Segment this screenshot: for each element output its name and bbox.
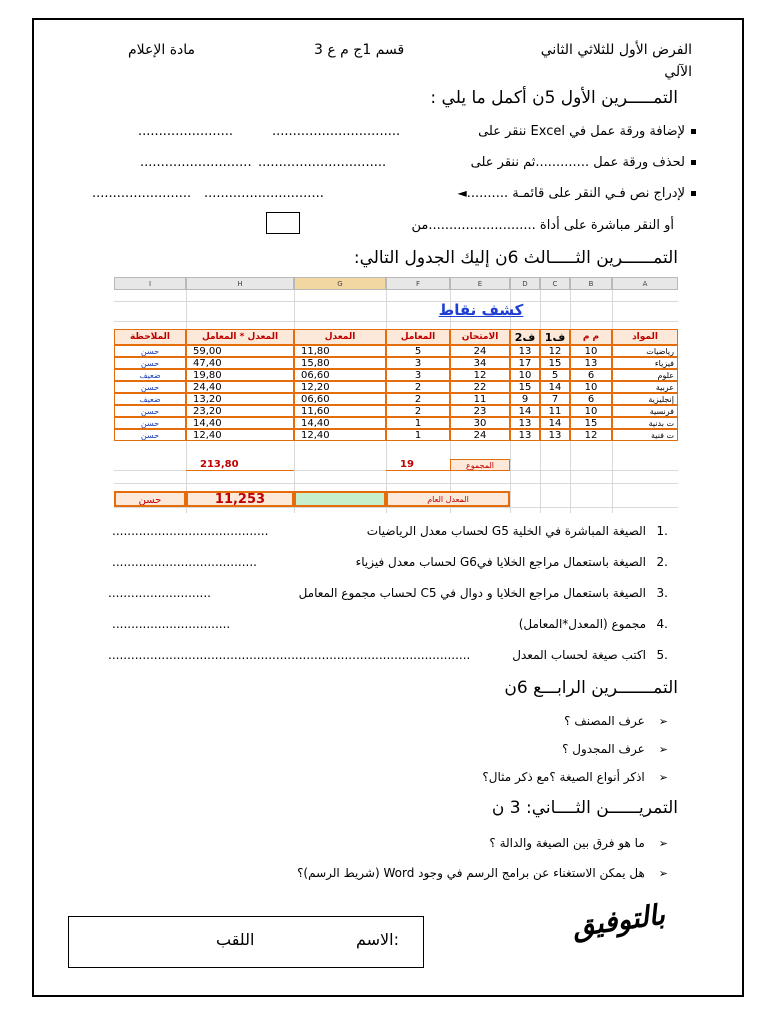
cell-subject: ت بدنية (612, 417, 678, 429)
cell-remark: حسن (114, 345, 186, 357)
answer-line[interactable]: ............................... (112, 617, 231, 631)
cell-test2: 15 (510, 381, 540, 393)
cell-average: 14,40 (294, 417, 386, 429)
cell-test2: 13 (510, 429, 540, 441)
question-text: اكتب صيغة لحساب المعدل (512, 648, 646, 662)
header-avg-times-coef: المعدل * المعامل (186, 329, 294, 345)
cell-test1: 15 (540, 357, 570, 369)
answer-line[interactable]: ........................... (108, 586, 211, 600)
question-4 (519, 617, 668, 631)
cell-average: 11,80 (294, 345, 386, 357)
column-header-e: E (450, 277, 510, 290)
cell-test1: 13 (540, 429, 570, 441)
header-test2: ف2 (510, 329, 540, 345)
bullet-icon (691, 129, 696, 134)
subject-line2: الآلي (664, 64, 692, 80)
column-header-b: B (570, 277, 612, 290)
subject-label: مادة الإعلام (128, 42, 196, 58)
cell-test2: 14 (510, 405, 540, 417)
cell-test2: 17 (510, 357, 540, 369)
question-3 (299, 586, 668, 600)
cell-avg-times-coef: 59,00 (186, 345, 294, 357)
ex4-item-1: ➢عرف المصنف ؟ (564, 714, 668, 728)
cell-subject: إنجليزية (612, 393, 678, 405)
cell-avg-times-coef: 14,40 (186, 417, 294, 429)
exercise3-title: التمــــــرين الثـــــالث 6ن إليك الجدول التالي: (353, 248, 678, 268)
cell-remark: حسن (114, 417, 186, 429)
column-header-h: H (186, 277, 294, 290)
empty-green-cell (294, 491, 386, 507)
cell-subject: رياضيات (612, 345, 678, 357)
cell-coefficient: 3 (386, 369, 450, 381)
ex1-item-2: لحذف ورقة عمل .............ثم ننقر على (471, 155, 696, 170)
question-text: الصيغة باستعمال مراجع الخلايا فيG6 لحساب معدل فيزياء (355, 555, 646, 569)
question-text: الصيغة المباشرة في الخلية G5 لحساب معدل الرياضيات (366, 524, 646, 538)
arrow-left-icon: ◄ (457, 186, 467, 200)
general-average-label: المعدل العام (386, 491, 510, 507)
cell-test2: 9 (510, 393, 540, 405)
column-header-c: C (540, 277, 570, 290)
cell-remark: ضعيف (114, 393, 186, 405)
question-2 (356, 555, 668, 569)
ex4-item-2: ➢عرف المجدول ؟ (562, 742, 668, 756)
cell-coefficient: 5 (386, 345, 450, 357)
cell-remark: ضعيف (114, 369, 186, 381)
question-1 (367, 524, 668, 538)
cell-average: 06,60 (294, 393, 386, 405)
header-average: المعدل (294, 329, 386, 345)
cell-exam: 24 (450, 429, 510, 441)
cell-coefficient: 1 (386, 429, 450, 441)
ex1-item-3-fill1: ............................. (204, 186, 324, 201)
cell-cc: 13 (570, 357, 612, 369)
ex1-item-1: لإضافة ورقة عمل في Excel ننقر على (478, 124, 696, 139)
gridline (114, 301, 678, 302)
cell-avg-times-coef: 12,40 (186, 429, 294, 441)
cell-test1: 12 (540, 345, 570, 357)
cell-average: 06,60 (294, 369, 386, 381)
cell-test1: 5 (540, 369, 570, 381)
header-cc: م م (570, 329, 612, 345)
gridline (114, 507, 678, 508)
surname-label: اللقب (216, 930, 255, 949)
cell-subject: فيزياء (612, 357, 678, 369)
gridline (114, 321, 678, 322)
question-number: .4 (656, 617, 668, 631)
exercise4-title: التمـــــــرين الرابـــع 6ن (504, 678, 678, 698)
cell-cc: 6 (570, 369, 612, 381)
cell-avg-times-coef: 13,20 (186, 393, 294, 405)
cell-average: 15,80 (294, 357, 386, 369)
answer-line[interactable]: ............................................................................................... (108, 648, 471, 662)
cell-subject: ت فنية (612, 429, 678, 441)
cell-test2: 10 (510, 369, 540, 381)
cell-exam: 30 (450, 417, 510, 429)
cell-avg-times-coef: 23,20 (186, 405, 294, 417)
header-coefficient: المعامل (386, 329, 450, 345)
cell-coefficient: 2 (386, 393, 450, 405)
arrow-icon: ➢ (658, 837, 668, 850)
header-test1: ف1 (540, 329, 570, 345)
column-header-f: F (386, 277, 450, 290)
cell-subject: عربية (612, 381, 678, 393)
cell-exam: 34 (450, 357, 510, 369)
name-label: :الاسم (356, 930, 400, 949)
cell-exam: 12 (450, 369, 510, 381)
arrow-icon: ➢ (658, 771, 668, 784)
cell-test1: 11 (540, 405, 570, 417)
arrow-icon: ➢ (658, 743, 668, 756)
cell-remark: حسن (114, 381, 186, 393)
arrow-icon: ➢ (658, 867, 668, 880)
cell-subject: علوم (612, 369, 678, 381)
spreadsheet-image (114, 277, 678, 513)
ex1-item-2-fill1: ............................... (258, 155, 387, 170)
cell-coefficient: 2 (386, 405, 450, 417)
cell-average: 12,40 (294, 429, 386, 441)
bullet-icon (691, 191, 696, 196)
cell-average: 11,60 (294, 405, 386, 417)
question-number: .1 (656, 524, 668, 538)
arrow-icon: ➢ (658, 715, 668, 728)
cell-cc: 6 (570, 393, 612, 405)
cell-test2: 13 (510, 345, 540, 357)
cell-test1: 14 (540, 381, 570, 393)
cell-cc: 12 (570, 429, 612, 441)
ex1-item-3: لإدراج نص فـي النقر على قائمـة ..........◄ (450, 186, 696, 201)
gridline (114, 483, 678, 484)
question-text: الصيغة باستعمال مراجع الخلايا و دوال في C5 لحساب مجموع المعامل (298, 586, 646, 600)
answer-line[interactable]: ......................................... (112, 524, 269, 538)
question-5 (512, 648, 668, 662)
ex2-item-1: ➢ما هو فرق بين الصيغة والدالة ؟ (489, 836, 668, 850)
exercise1-title: التمـــــرين الأول 5ن أكمل ما يلي : (430, 88, 678, 108)
cell-test1: 7 (540, 393, 570, 405)
sum-coefficient: 19 (386, 459, 450, 471)
column-header-i: I (114, 277, 186, 290)
ex1-item-2-fill2: ........................... (140, 155, 252, 170)
cell-exam: 24 (450, 345, 510, 357)
cell-remark: حسن (114, 429, 186, 441)
cell-test1: 14 (540, 417, 570, 429)
cell-coefficient: 3 (386, 357, 450, 369)
general-average-value: 11,253 (186, 491, 294, 507)
column-header-g: G (294, 277, 386, 290)
header-remark: الملاحظة (114, 329, 186, 345)
general-remark: حسن (114, 491, 186, 507)
cell-test2: 13 (510, 417, 540, 429)
ex1-item-1-fill2: ....................... (138, 124, 234, 139)
ex1-item-3-fill2: ........................ (92, 186, 192, 201)
cell-cc: 10 (570, 405, 612, 417)
sum-value: 213,80 (186, 459, 294, 471)
cell-cc: 15 (570, 417, 612, 429)
question-text: مجموع (المعدل*المعامل) (518, 617, 646, 631)
answer-line[interactable]: ...................................... (112, 555, 257, 569)
question-number: .2 (656, 555, 668, 569)
ex1-item-1-fill1: ............................... (272, 124, 401, 139)
cell-exam: 22 (450, 381, 510, 393)
cell-avg-times-coef: 24,40 (186, 381, 294, 393)
cell-avg-times-coef: 47,40 (186, 357, 294, 369)
column-header-d: D (510, 277, 540, 290)
cell-coefficient: 1 (386, 417, 450, 429)
bullet-icon (691, 160, 696, 165)
cell-exam: 23 (450, 405, 510, 417)
cell-cc: 10 (570, 345, 612, 357)
cell-exam: 11 (450, 393, 510, 405)
class-label: قسم 1ج م ع 3 (314, 42, 405, 58)
ex1-item-4: أو النقر مباشرة على أداة ..........................من (411, 218, 674, 233)
exam-title: الفرض الأول للثلاثي الثاني (540, 42, 692, 58)
cell-coefficient: 2 (386, 381, 450, 393)
cell-cc: 10 (570, 381, 612, 393)
cell-subject: فرنسية (612, 405, 678, 417)
good-luck-signoff: بالتوفيق (570, 897, 667, 944)
cell-remark: حسن (114, 405, 186, 417)
question-number: .5 (656, 648, 668, 662)
sheet-title: كشف نقاط (438, 301, 524, 319)
cell-avg-times-coef: 19,80 (186, 369, 294, 381)
question-number: .3 (656, 586, 668, 600)
sum-label: المجموع (450, 459, 510, 471)
cell-average: 12,20 (294, 381, 386, 393)
answer-box[interactable] (266, 212, 300, 234)
header-exam: الامتحان (450, 329, 510, 345)
header-subjects: المواد (612, 329, 678, 345)
ex4-item-3: ➢اذكر أنواع الصيغة ؟مع ذكر مثال؟ (482, 770, 668, 784)
column-header-a: A (612, 277, 678, 290)
cell-remark: حسن (114, 357, 186, 369)
exercise2-title: التمريــــــن الثــــاني: 3 ن (491, 798, 678, 818)
ex2-item-2: ➢هل يمكن الاستغناء عن برامج الرسم في وجود Word (شريط الرسم)؟ (297, 866, 668, 880)
